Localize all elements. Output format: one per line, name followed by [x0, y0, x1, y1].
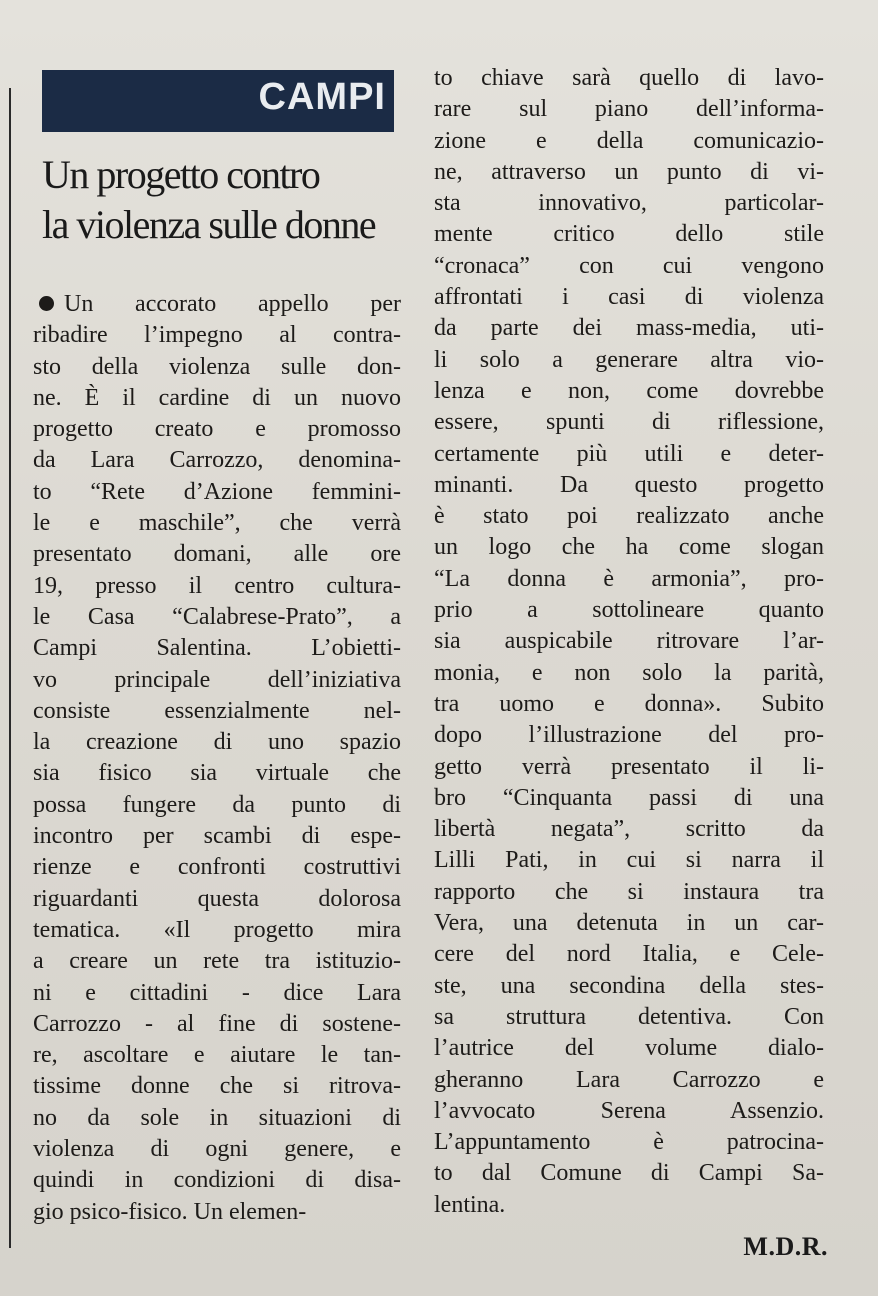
text-line: minanti. Da questo progetto	[434, 471, 824, 498]
headline-line: Un progetto contro	[42, 152, 320, 197]
text-line: to “Rete d’Azione femmini-	[33, 478, 401, 505]
text-line: sto della violenza sulle don-	[33, 353, 401, 380]
text-line: tissime donne che si ritrova-	[33, 1073, 401, 1100]
text-line: “La donna è armonia”, pro-	[434, 565, 824, 592]
text-line: le e maschile”, che verrà	[33, 510, 401, 537]
text-line: da Lara Carrozzo, denomina-	[33, 447, 401, 474]
text-line: dopo l’illustrazione del pro-	[434, 722, 824, 749]
text-line: quindi in condizioni di disa-	[33, 1167, 401, 1194]
text-line: “cronaca” con cui vengono	[434, 252, 824, 279]
text-line: essere, spunti di riflessione,	[434, 409, 824, 436]
article-column-left	[33, 289, 401, 1228]
text-line: lentina.	[434, 1191, 506, 1218]
author-signature: M.D.R.	[743, 1232, 828, 1261]
text-line: l’autrice del volume dialo-	[434, 1035, 824, 1062]
lead-line	[33, 289, 401, 320]
article-column-right	[434, 63, 824, 1221]
text-line: Campi Salentina. L’obietti-	[33, 635, 401, 662]
text-line: violenza di ogni genere, e	[33, 1136, 401, 1163]
text-line: la creazione di uno spazio	[33, 729, 401, 756]
text-line: l’avvocato Serena Assenzio.	[434, 1097, 824, 1124]
text-line: possa fungere da punto di	[33, 791, 401, 818]
text-line: Un accorato appello per	[64, 291, 401, 317]
text-line: prio a sottolineare quanto	[434, 597, 824, 624]
text-line: to chiave sarà quello di lavo-	[434, 65, 824, 91]
text-line: certamente più utili e deter-	[434, 440, 824, 467]
article-headline	[42, 150, 402, 250]
text-line: to dal Comune di Campi Sa-	[434, 1160, 824, 1187]
text-line: tra uomo e donna». Subito	[434, 690, 824, 717]
text-line: sa struttura detentiva. Con	[434, 1003, 824, 1030]
text-line: progetto creato e promosso	[33, 416, 401, 443]
text-line: gio psico-fisico. Un elemen-	[33, 1198, 307, 1225]
text-line: sia auspicabile ritrovare l’ar-	[434, 628, 824, 655]
text-line: ne. È il cardine di un nuovo	[33, 384, 401, 411]
text-line: gheranno Lara Carrozzo e	[434, 1066, 824, 1093]
column-rule	[9, 88, 11, 1248]
text-line: no da sole in situazioni di	[33, 1104, 401, 1131]
text-line: rapporto che si instaura tra	[434, 878, 824, 905]
text-line: ste, una secondina della stes-	[434, 972, 824, 999]
text-line: lenza e non, come dovrebbe	[434, 377, 824, 404]
text-line: consiste essenzialmente nel-	[33, 697, 401, 724]
text-line: da parte dei mass-media, uti-	[434, 315, 824, 342]
text-line: presentato domani, alle ore	[33, 541, 401, 568]
text-line: mente critico dello stile	[434, 221, 824, 248]
text-line: ni e cittadini - dice Lara	[33, 979, 401, 1006]
text-line: riguardanti questa dolorosa	[33, 885, 401, 912]
text-line: tematica. «Il progetto mira	[33, 916, 401, 943]
text-line: ribadire l’impegno al contra-	[33, 322, 401, 349]
text-line: cere del nord Italia, e Cele-	[434, 941, 824, 968]
text-line: re, ascoltare e aiutare le tan-	[33, 1042, 401, 1069]
text-line: ne, attraverso un punto di vi-	[434, 158, 824, 185]
text-line: zione e della comunicazio-	[434, 127, 824, 154]
text-line: libertà negata”, scritto da	[434, 816, 824, 843]
text-line: è stato poi realizzato anche	[434, 503, 824, 530]
text-line: bro “Cinquanta passi di una	[434, 784, 824, 811]
text-line: Carrozzo - al fine di sostene-	[33, 1010, 401, 1037]
text-line: incontro per scambi di espe-	[33, 823, 401, 850]
section-banner	[42, 70, 394, 132]
text-line: a creare un rete tra istituzio-	[33, 948, 401, 975]
text-line: 19, presso il centro cultura-	[33, 572, 401, 599]
text-line: Lilli Pati, in cui si narra il	[434, 847, 824, 874]
section-label: CAMPI	[258, 76, 386, 118]
text-line: vo principale dell’iniziativa	[33, 666, 401, 693]
headline-line: la violenza sulle donne	[42, 202, 376, 247]
text-line: li solo a generare altra vio-	[434, 346, 824, 373]
text-line: un logo che ha come slogan	[434, 534, 824, 561]
bullet-icon	[39, 296, 54, 311]
text-line: sta innovativo, particolar-	[434, 190, 824, 217]
text-line: affrontati i casi di violenza	[434, 284, 824, 311]
text-line: getto verrà presentato il li-	[434, 753, 824, 780]
text-line: sia fisico sia virtuale che	[33, 760, 401, 787]
text-line: rienze e confronti costruttivi	[33, 854, 401, 881]
text-line: le Casa “Calabrese-Prato”, a	[33, 603, 401, 630]
text-line: monia, e non solo la parità,	[434, 659, 824, 686]
text-line: rare sul piano dell’informa-	[434, 96, 824, 123]
text-line: Vera, una detenuta in un car-	[434, 910, 824, 937]
text-line: L’appuntamento è patrocina-	[434, 1129, 824, 1156]
